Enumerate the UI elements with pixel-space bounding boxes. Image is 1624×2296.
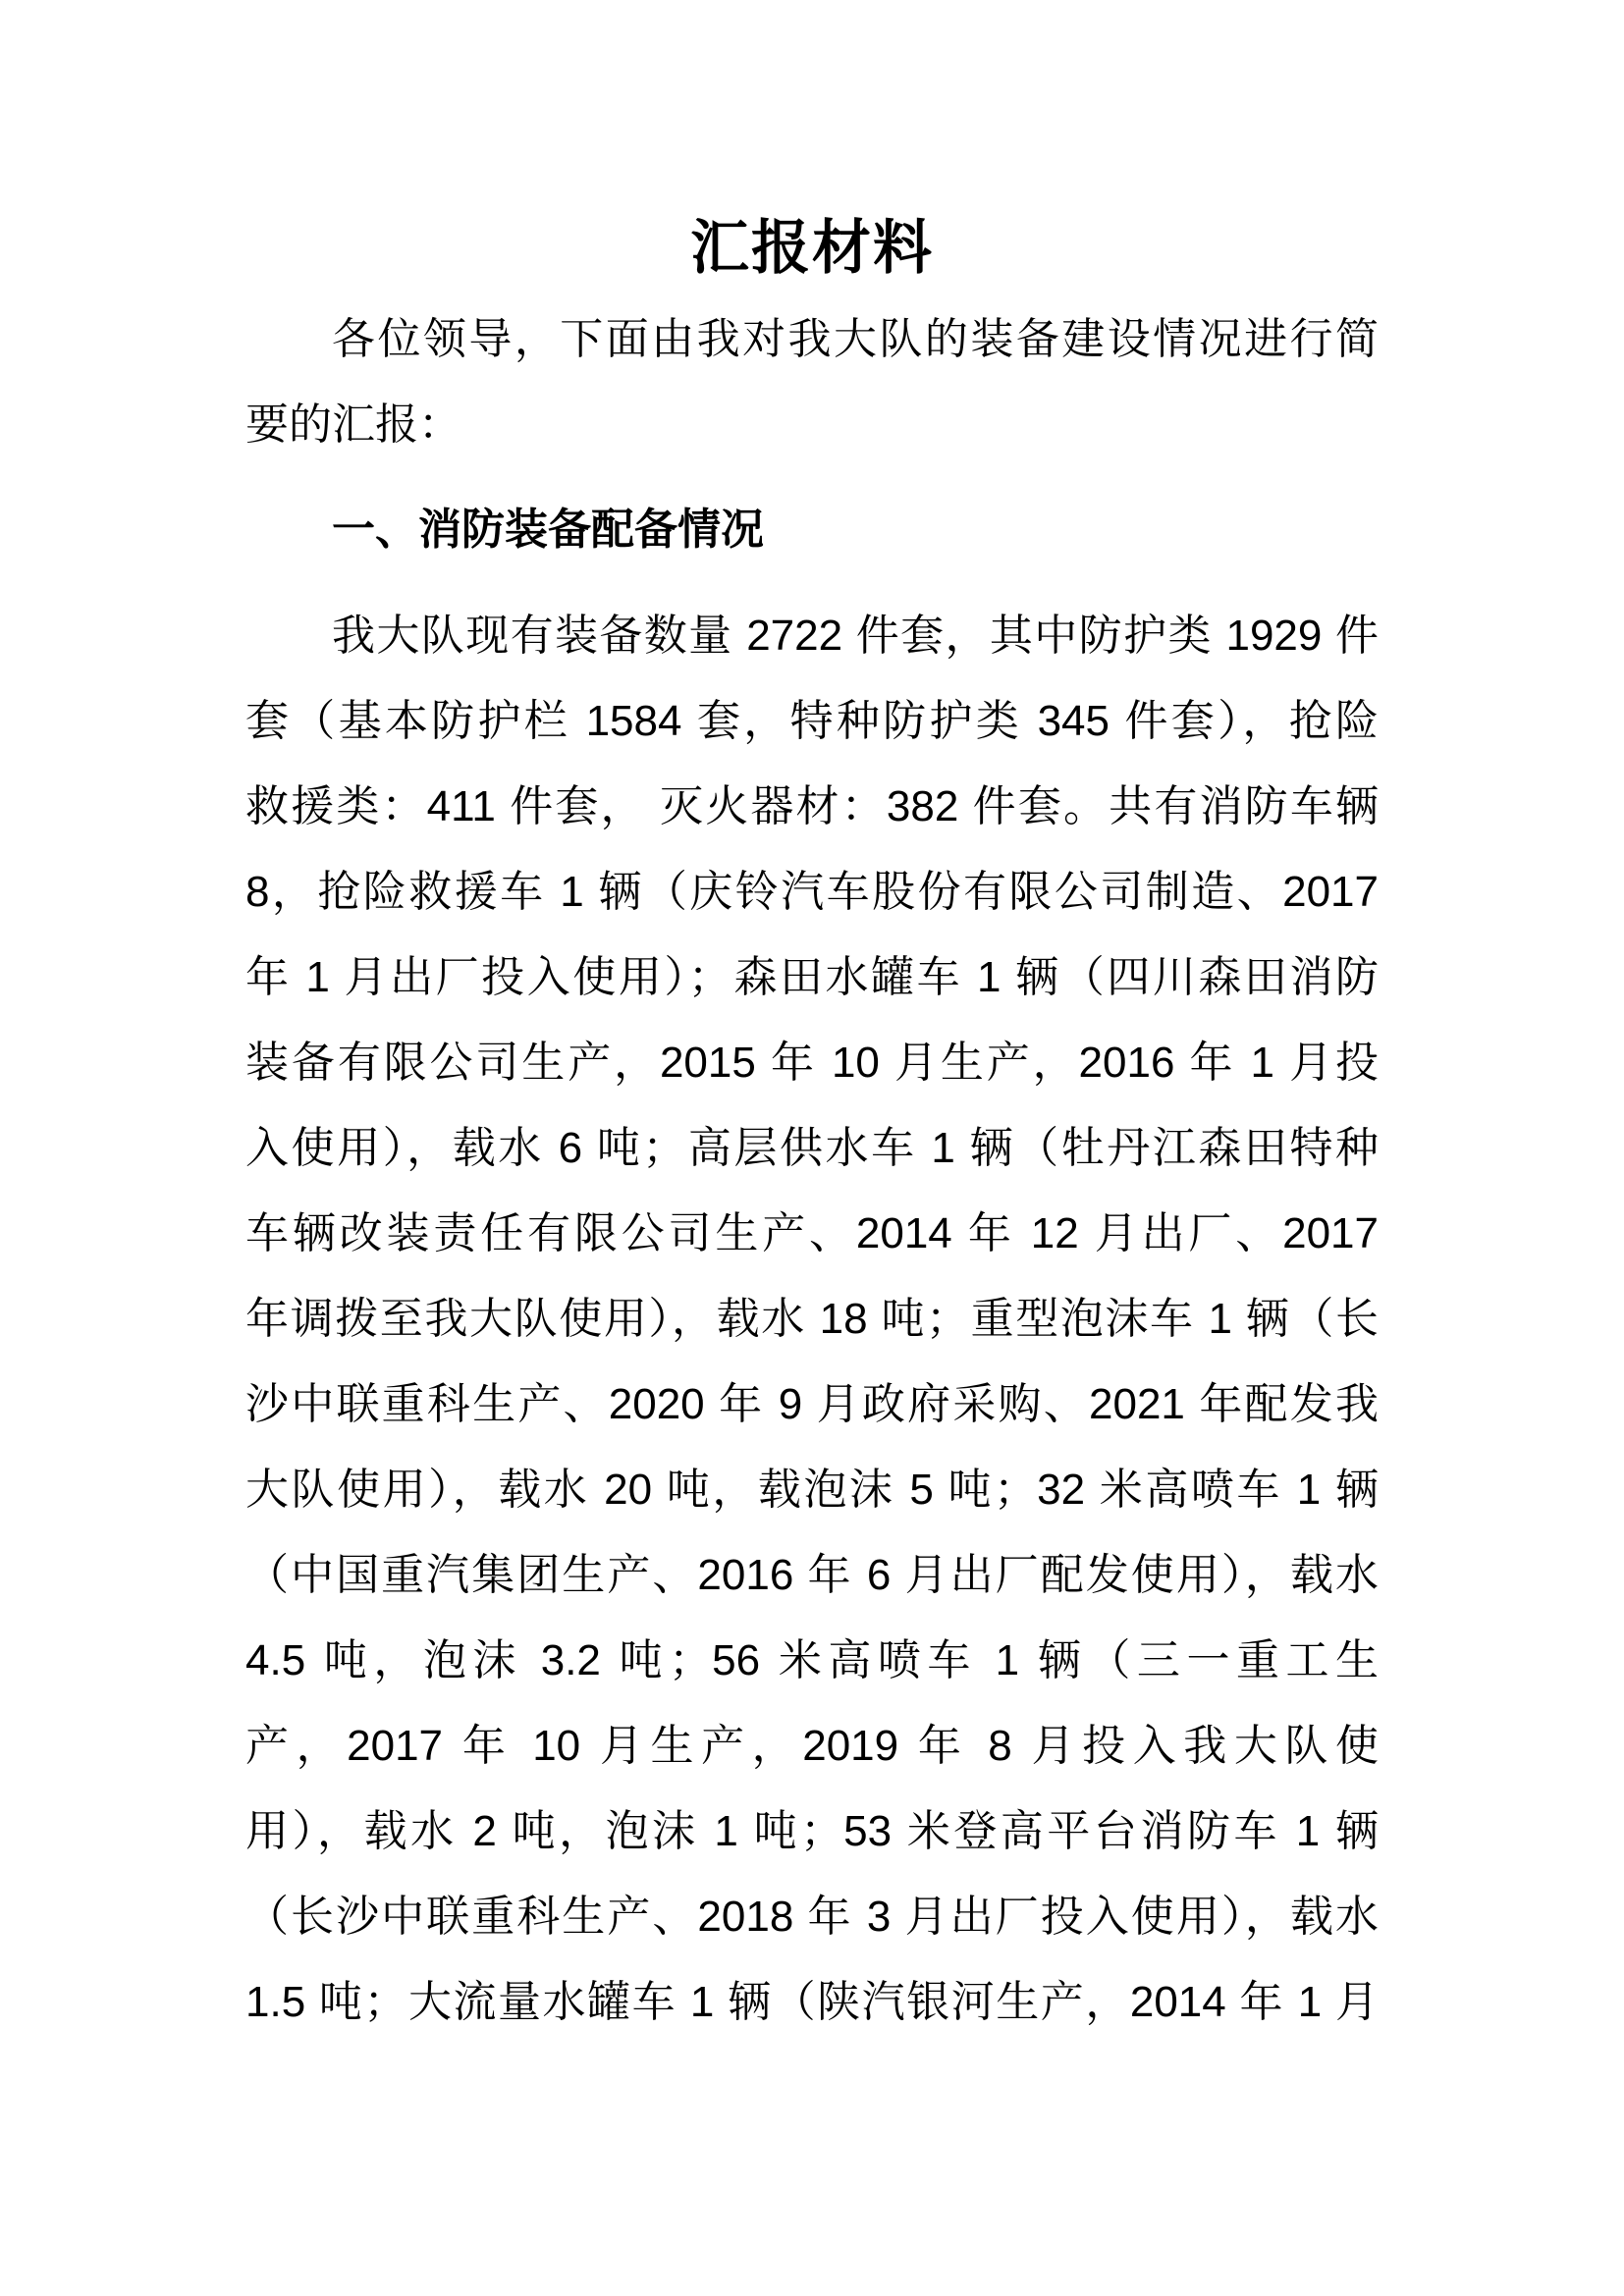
body-line: 我大队现有装备数量 2722 件套，其中防护类 1929 件 [332,612,1379,660]
body-line: 用），载水 2 吨，泡沫 1 吨；53 米登高平台消防车 1 辆 [245,1807,1379,1855]
body-line: 产，2017 年 10 月生产，2019 年 8 月投入我大队使 [245,1722,1379,1770]
intro-paragraph [245,296,1379,467]
intro-line: 各位领导，下面由我对我大队的装备建设情况进行简 [332,315,1379,363]
body-line: 1.5 吨；大流量水罐车 1 辆（陕汽银河生产，2014 年 1 月 [245,1978,1379,2026]
body-line: 年调拨至我大队使用），载水 18 吨；重型泡沫车 1 辆（长 [245,1295,1379,1343]
body-line: 装备有限公司生产，2015 年 10 月生产，2016 年 1 月投 [245,1039,1379,1087]
body-line: 救援类：411 件套， 灭火器材：382 件套。共有消防车辆 [245,782,1379,830]
body-line: 4.5 吨，泡沫 3.2 吨；56 米高喷车 1 辆（三一重工生 [245,1636,1379,1684]
body-line: 入使用），载水 6 吨；高层供水车 1 辆（牡丹江森田特种 [245,1124,1379,1172]
body-line: （中国重汽集团生产、2016 年 6 月出厂配发使用），载水 [245,1551,1379,1599]
body-line: 8，抢险救援车 1 辆（庆铃汽车股份有限公司制造、2017 [245,868,1379,916]
body-line: 沙中联重科生产、2020 年 9 月政府采购、2021 年配发我 [245,1380,1379,1428]
section-heading: 一、消防装备配备情况 [332,506,764,554]
body-line: 年 1 月出厂投入使用）；森田水罐车 1 辆（四川森田消防 [245,953,1379,1001]
body-line: 套（基本防护栏 1584 套，特种防护类 345 件套），抢险 [245,697,1379,745]
body-line: 大队使用），载水 20 吨，载泡沫 5 吨；32 米高喷车 1 辆 [245,1466,1379,1514]
document-title: 汇报材料 [690,216,934,281]
intro-line: 要的汇报： [245,400,461,449]
body-line: （长沙中联重科生产、2018 年 3 月出厂投入使用），载水 [245,1893,1379,1941]
body-line: 车辆改装责任有限公司生产、2014 年 12 月出厂、2017 [245,1209,1379,1257]
equipment-paragraph [245,593,1379,2045]
